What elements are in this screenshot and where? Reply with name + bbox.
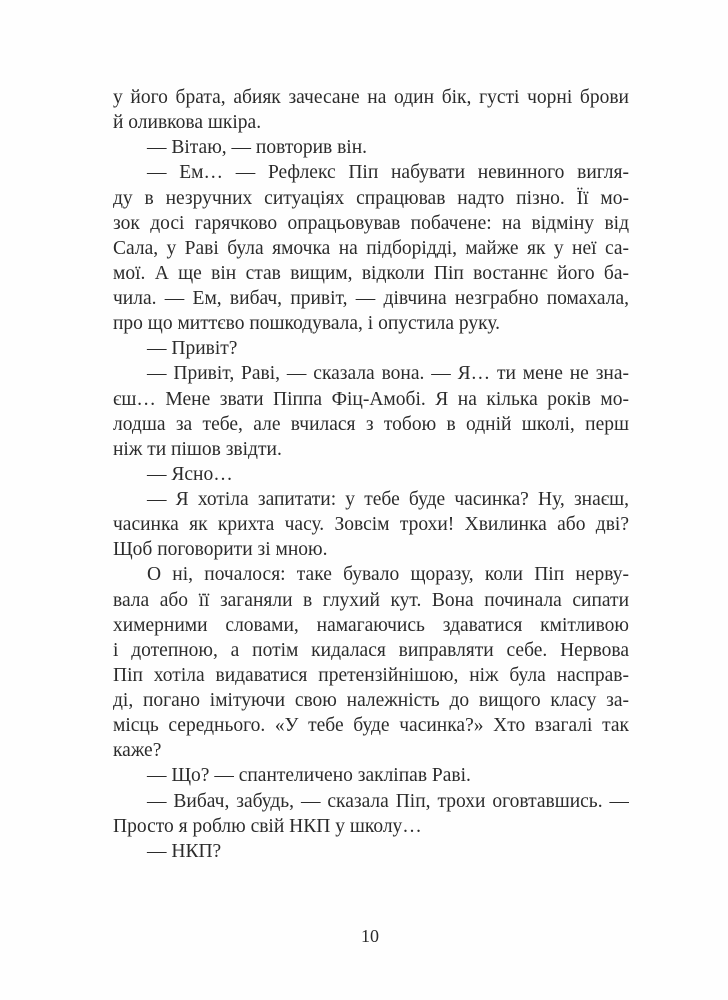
text-line: — Привіт, Раві, — сказала вона. — Я… ти мене не зна- <box>147 363 629 385</box>
text-line: каже? <box>113 740 162 762</box>
text-line: у його брата, абияк зачесане на один бік, густі чорні брови <box>113 87 629 108</box>
text-line: — Вибач, забудь, — сказала Піп, трохи оговтавшись. — <box>147 790 629 812</box>
body-text <box>113 85 629 864</box>
text-line: — Вітаю, — повторив він. <box>147 137 368 159</box>
text-line: єш… Мене звати Піппа Фіц-Амобі. Я на кілька років мо- <box>113 388 629 410</box>
text-line: — НКП? <box>147 840 222 862</box>
text-line: О ні, почалося: таке бувало щоразу, коли Піп нерву- <box>147 564 629 586</box>
text-line: — Ясно… <box>147 463 233 485</box>
text-line: чила. — Ем, вибач, привіт, — дівчина незграбно помахала, <box>113 288 629 309</box>
text-line: химерними словами, намагаючись здаватися кмітливою <box>113 614 629 636</box>
text-line: і дотепною, а потім кидалася виправляти себе. Нервова <box>113 639 629 661</box>
text-line: Щоб поговорити зі мною. <box>113 539 328 561</box>
text-line: лодша за тебе, але вчилася з тобою в одній школі, перш <box>113 413 629 435</box>
text-line: ніж ти пішов звідти. <box>113 438 282 460</box>
text-line: — Привіт? <box>147 338 238 360</box>
text-line: Піп хотіла видаватися претензійнішою, ніж була насправ- <box>113 664 629 686</box>
text-line: місць середнього. «У тебе буде часинка?» Хто взагалі так <box>113 715 629 737</box>
text-line: Сала, у Раві була ямочка на підборідді, майже як у неї са- <box>113 237 629 259</box>
text-line: Просто я роблю свій НКП у школу… <box>113 815 422 837</box>
text-line: мої. А ще він став вищим, відколи Піп востаннє його ба- <box>113 262 629 284</box>
text-line: — Я хотіла запитати: у тебе буде часинка? Ну, знаєш, <box>147 489 629 510</box>
text-line: ді, погано імітуючи свою належність до вищого класу за- <box>113 690 629 711</box>
text-line: часинка як крихта часу. Зовсім трохи! Хвилинка або дві? <box>113 514 629 536</box>
text-line: ду в незручних ситуаціях спрацював надто пізно. Її мо- <box>113 187 629 209</box>
text-line: про що миттєво пошкодувала, і опустила руку. <box>113 313 501 335</box>
text-line: й оливкова шкіра. <box>113 112 262 134</box>
text-line: вала або її заганяли в глухий кут. Вона починала сипати <box>113 589 629 611</box>
text-line: зок досі гарячково опрацьовував побачене: на відміну від <box>113 212 629 234</box>
text-line: — Що? — спантеличено закліпав Раві. <box>147 765 471 787</box>
text-line: — Ем… — Рефлекс Піп набувати невинного вигля- <box>147 162 629 184</box>
page-number: 10 <box>361 926 379 946</box>
